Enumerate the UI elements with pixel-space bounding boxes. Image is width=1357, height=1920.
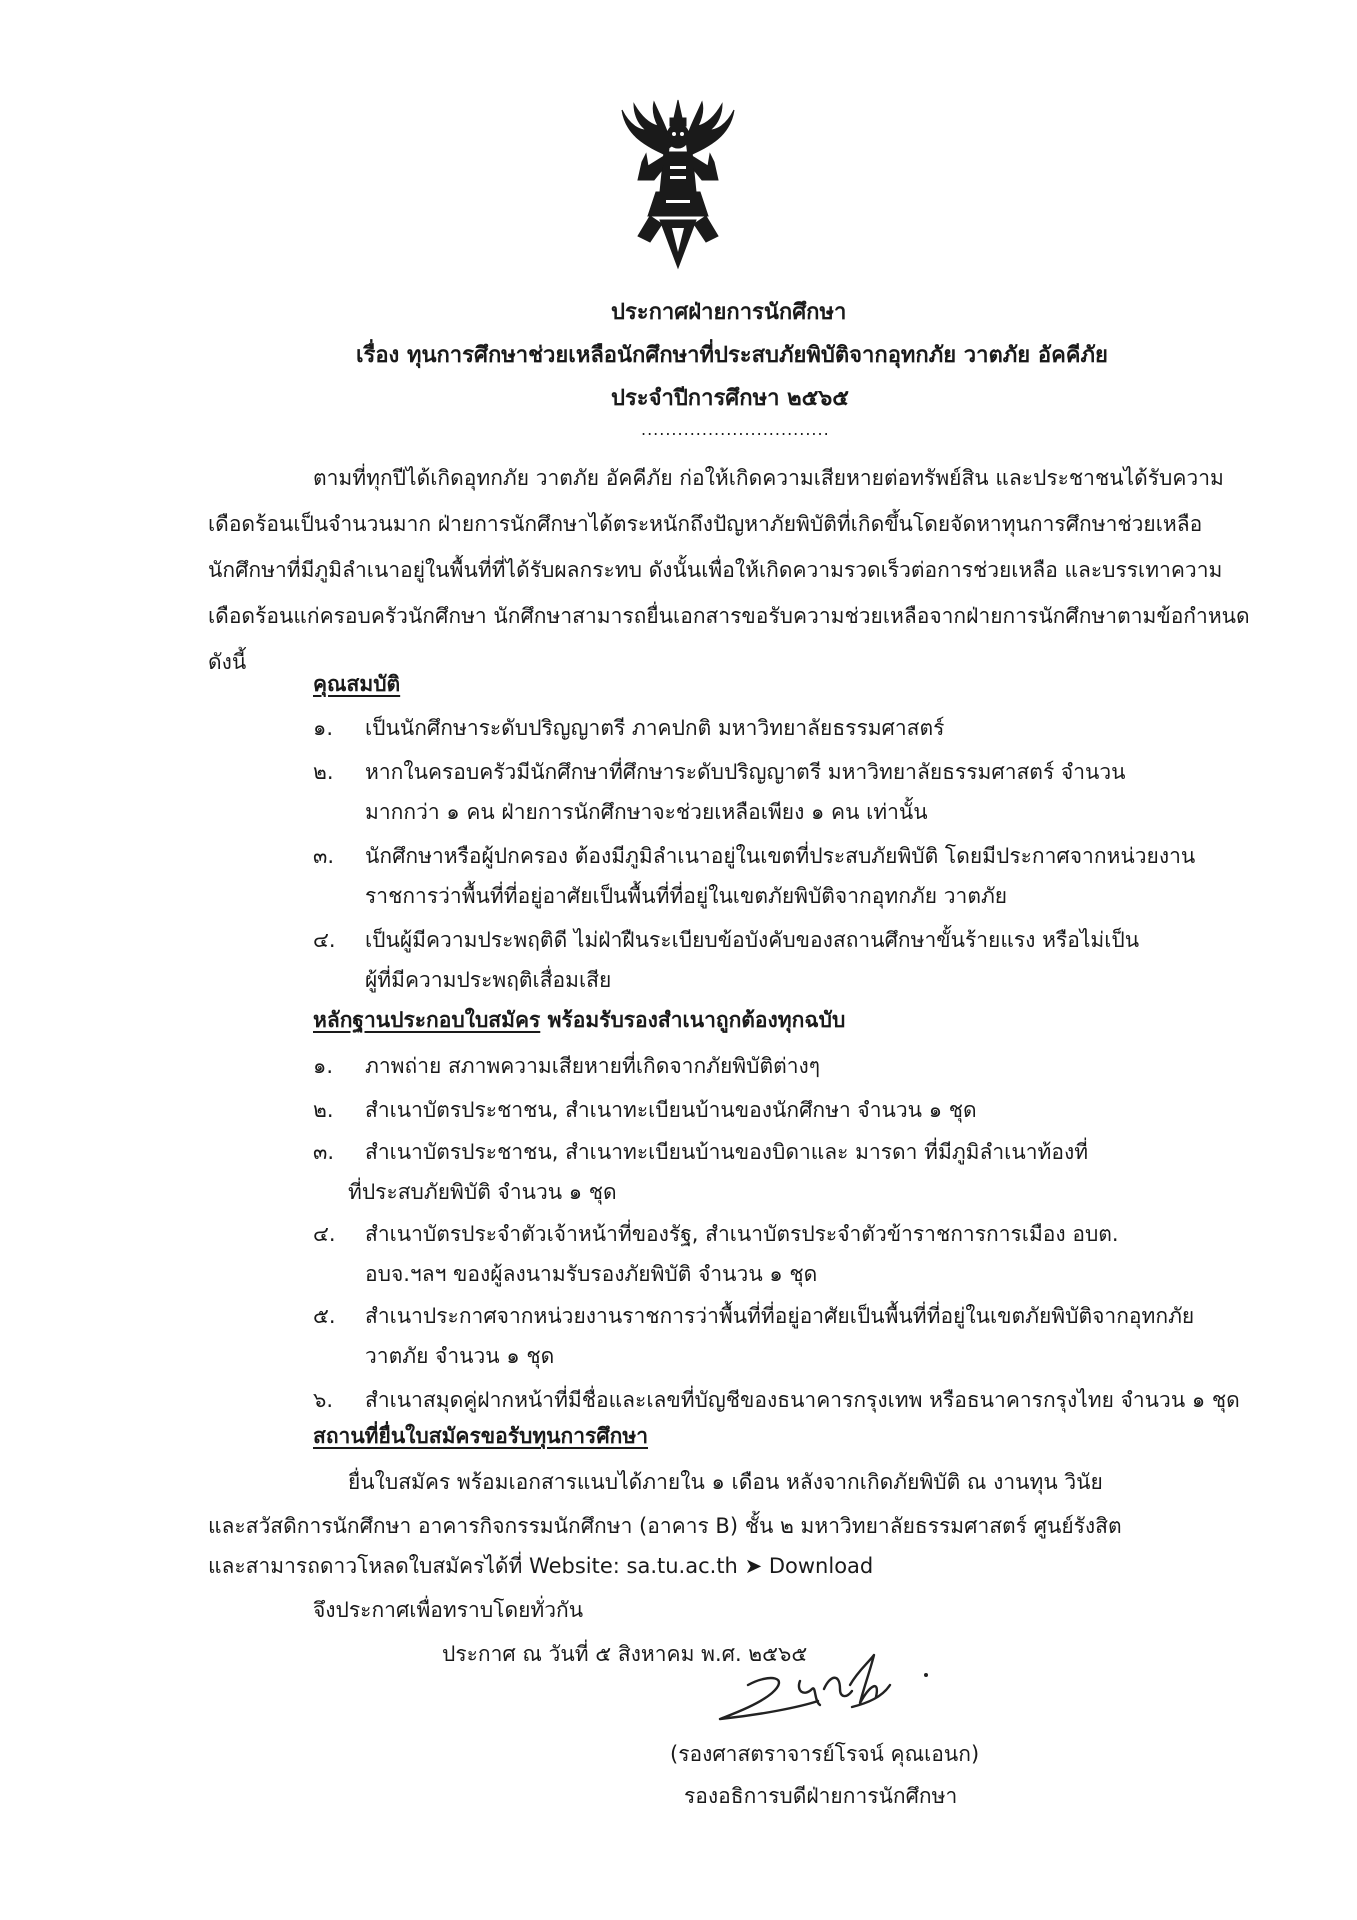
- qualifications-heading: คุณสมบัติ: [313, 672, 401, 696]
- date-day: ๕: [595, 1642, 612, 1666]
- intro-line-3: นักศึกษาที่มีภูมิลำเนาอยู่ในพื้นที่ที่ได้รับผลกระทบ ดังนั้นเพื่อให้เกิดความรวดเร็วต่อการช่วยเหลือ และบรรเทาความ: [208, 558, 1223, 582]
- document-item-continuation: ที่ประสบภัยพิบัติ จำนวน ๑ ชุด: [348, 1180, 617, 1204]
- title-separator: ...............................: [641, 420, 830, 439]
- qualification-item-continuation: มากกว่า ๑ คน ฝ่ายการนักศึกษาจะช่วยเหลือเพียง ๑ คน เท่านั้น: [365, 800, 928, 824]
- location-line-1: ยื่นใบสมัคร พร้อมเอกสารแนบได้ภายใน ๑ เดือน หลังจากเกิดภัยพิบัติ ณ งานทุน วินัย: [348, 1470, 1103, 1494]
- announcement-subject: เรื่อง ทุนการศึกษาช่วยเหลือนักศึกษาที่ประสบภัยพิบัติจากอุทกภัย วาตภัย อัคคีภัย: [356, 343, 1108, 368]
- document-item: ๕. สำเนาประกาศจากหน่วยงานราชการว่าพื้นที่ที่อยู่อาศัยเป็นพื้นที่ที่อยู่ในเขตภัยพิบัติจากอุทกภัย: [313, 1304, 1195, 1328]
- download-prefix: และสามารถดาวโหลดใบสมัครได้ที่ Website: sa.tu.ac.th: [208, 1554, 738, 1578]
- qualification-item: ๓. นักศึกษาหรือผู้ปกครอง ต้องมีภูมิลำเนาอยู่ในเขตที่ประสบภัยพิบัติ โดยมีประกาศจากหน่วยงาน: [313, 844, 1196, 868]
- intro-line-1: ตามที่ทุกปีได้เกิดอุทกภัย วาตภัย อัคคีภัย ก่อให้เกิดความเสียหายต่อทรัพย์สิน และประชาชนได้รับความ: [313, 466, 1224, 490]
- download-line: [208, 1550, 873, 1583]
- closing-statement: จึงประกาศเพื่อทราบโดยทั่วกัน: [313, 1598, 584, 1622]
- qualification-item-continuation: ผู้ที่มีความประพฤติเสื่อมเสีย: [365, 968, 612, 992]
- announcement-date: ประกาศ ณ วันที่ ๕ สิงหาคม พ.ศ. ๒๕๖๕: [442, 1642, 808, 1666]
- documents-heading: หลักฐานประกอบใบสมัคร: [313, 1008, 541, 1032]
- document-item-continuation: อบจ.ฯลฯ ของผู้ลงนามรับรองภัยพิบัติ จำนวน ๑ ชุด: [365, 1262, 818, 1286]
- document-item: ๔. สำเนาบัตรประจำตัวเจ้าหน้าที่ของรัฐ, สำเนาบัตรประจำตัวข้าราชการการเมือง อบต.: [313, 1222, 1119, 1246]
- document-item: ๖. สำเนาสมุดคู่ฝากหน้าที่มีชื่อและเลขที่บัญชีของธนาคารกรุงเทพ หรือธนาคารกรุงไทย จำนวน ๑ ชุด: [313, 1388, 1240, 1412]
- signer-title: รองอธิการบดีฝ่ายการนักศึกษา: [684, 1784, 958, 1808]
- qualification-item: ๑. เป็นนักศึกษาระดับปริญญาตรี ภาคปกติ มหาวิทยาลัยธรรมศาสตร์: [313, 716, 945, 740]
- documents-heading-suffix: พร้อมรับรองสำเนาถูกต้องทุกฉบับ: [540, 1008, 846, 1032]
- document-item: ๑. ภาพถ่าย สภาพความเสียหายที่เกิดจากภัยพิบัติต่างๆ: [313, 1054, 821, 1078]
- qualification-item: ๒. หากในครอบครัวมีนักศึกษาที่ศึกษาระดับปริญญาตรี มหาวิทยาลัยธรรมศาสตร์ จำนวน: [313, 760, 1126, 784]
- intro-line-2: เดือดร้อนเป็นจำนวนมาก ฝ่ายการนักศึกษาได้ตระหนักถึงปัญหาภัยพิบัติที่เกิดขึ้นโดยจัดหาทุนการศึกษาช่วยเหลือ: [208, 512, 1203, 536]
- qualification-item: ๔. เป็นผู้มีความประพฤติดี ไม่ฝ่าฝืนระเบียบข้อบังคับของสถานศึกษาขั้นร้ายแรง หรือไม่เป็น: [313, 928, 1140, 952]
- intro-line-5: ดังนี้: [208, 650, 247, 674]
- announcement-title: ประกาศฝ่ายการนักศึกษา: [611, 300, 847, 325]
- academic-year: ประจำปีการศึกษา ๒๕๖๕: [611, 386, 849, 411]
- document-item: ๓. สำเนาบัตรประชาชน, สำเนาทะเบียนบ้านของบิดาและ มารดา ที่มีภูมิลำเนาท้องที่: [313, 1140, 1089, 1164]
- signer-name: (รองศาสตราจารย์โรจน์ คุณเอนก): [670, 1742, 980, 1766]
- arrow-right-icon: ➤: [744, 1554, 763, 1578]
- location-heading: สถานที่ยื่นใบสมัครขอรับทุนการศึกษา: [313, 1424, 648, 1448]
- qualification-item-continuation: ราชการว่าพื้นที่ที่อยู่อาศัยเป็นพื้นที่ที่อยู่ในเขตภัยพิบัติจากอุทกภัย วาตภัย: [365, 884, 1008, 908]
- signature-icon: [700, 1645, 940, 1735]
- location-line-2: และสวัสดิการนักศึกษา อาคารกิจกรรมนักศึกษา (อาคาร B) ชั้น ๒ มหาวิทยาลัยธรรมศาสตร์ ศูนย์รังสิต: [208, 1514, 1122, 1538]
- document-item-continuation: วาตภัย จำนวน ๑ ชุด: [365, 1344, 555, 1368]
- intro-line-4: เดือดร้อนแก่ครอบครัวนักศึกษา นักศึกษาสามารถยื่นเอกสารขอรับความช่วยเหลือจากฝ่ายการนักศึกษาตามข้อกำหนด: [208, 604, 1250, 628]
- document-item: ๒. สำเนาบัตรประชาชน, สำเนาทะเบียนบ้านของนักศึกษา จำนวน ๑ ชุด: [313, 1098, 977, 1122]
- documents-heading-row: [313, 1004, 845, 1037]
- download-link[interactable]: Download: [768, 1554, 874, 1578]
- garuda-emblem-icon: [616, 96, 740, 272]
